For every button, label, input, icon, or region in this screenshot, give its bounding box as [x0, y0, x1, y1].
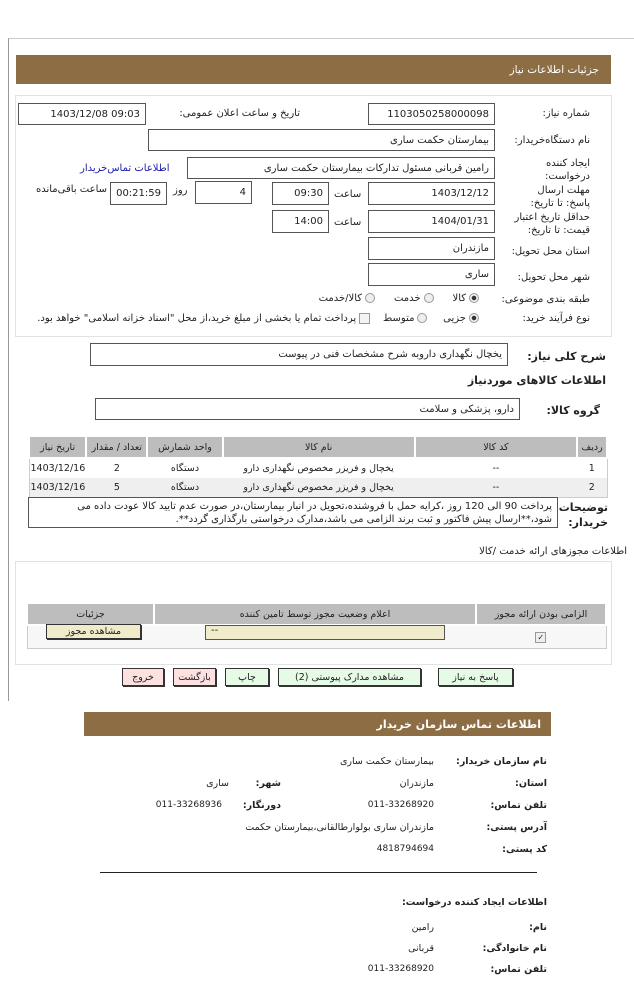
payment-note: پرداخت تمام یا بخشی از مبلغ خرید،از محل "اسناد خزانه اسلامی" خواهد بود.: [37, 313, 357, 324]
contact-title: اطلاعات تماس سازمان خریدار: [376, 717, 541, 731]
col-status: اعلام وضعیت مجوز توسط تامین کننده: [154, 603, 476, 625]
creator-field: رامین قربانی مسئول تدارکات بیمارستان حکمت ساری: [187, 157, 495, 179]
process-label: نوع فرآیند خرید:: [522, 313, 590, 324]
treasury-payment-checkbox[interactable]: [359, 313, 370, 324]
goods-title: اطلاعات کالاهای موردنیاز: [467, 374, 606, 387]
need-number-field: 1103050258000098: [368, 103, 495, 125]
view-license-button[interactable]: مشاهده مجوز: [46, 624, 141, 639]
table-row: [29, 458, 607, 478]
fax-label: دورنگار:: [242, 800, 281, 811]
col-row: ردیف: [577, 436, 607, 458]
remaining-label: ساعت باقی‌مانده: [35, 184, 107, 195]
contact-province-value: مازندران: [399, 778, 434, 789]
phone-label: تلفن تماس:: [490, 800, 547, 811]
phone-value: 011-33268920: [367, 800, 434, 810]
remaining-time-field: 00:21:59: [110, 182, 167, 205]
goods-group-label: گروه کالا:: [546, 404, 600, 417]
validity-label: حداقل تاریخ اعتبار قیمت: تا تاریخ:: [514, 212, 590, 236]
announce-field: 1403/12/08 09:03: [18, 103, 146, 125]
buyer-contact-link[interactable]: اطلاعات تماس‌خریدار: [80, 163, 170, 174]
category-label: طبقه بندی موضوعی:: [501, 294, 590, 305]
radio-icon[interactable]: [424, 293, 434, 303]
need-number-label: شماره نیاز:: [542, 108, 590, 119]
days-label: روز: [173, 185, 188, 196]
col-details: جزئیات: [27, 603, 154, 625]
days-field: 4: [195, 181, 252, 204]
org-label: نام سازمان خریدار:: [456, 756, 547, 767]
province-label: استان محل تحویل:: [511, 246, 590, 257]
process-radio-group: [18, 312, 482, 325]
process-radio-minor[interactable]: جزیی: [443, 313, 482, 324]
cell-qty: 2: [113, 463, 120, 474]
creator-phone-label: تلفن تماس:: [490, 964, 547, 975]
validity-date-field: 1404/01/31: [368, 210, 495, 233]
exit-button[interactable]: خروج: [122, 668, 164, 686]
table-row: [29, 478, 607, 498]
view-attachments-button[interactable]: مشاهده مدارک پیوستی (2): [278, 668, 421, 686]
description-field: یخچال نگهداری داروبه شرح مشخصات فنی در پیوست: [90, 343, 508, 366]
notes-field: پرداخت 90 الی 120 روز ،کرایه حمل با فروشنده،تحویل در انبار بیمارستان،در صورت عدم تایید کالا عودت داده می شود،**ارسال پیش فاکتور و ثبت برند الزامی می باشد،مدارک درخواستی بارگذاری گردد**.: [28, 497, 558, 528]
license-title: اطلاعات مجوزهای ارائه خدمت /کالا: [479, 546, 627, 557]
description-label: شرح کلی نیاز:: [527, 350, 606, 363]
radio-icon[interactable]: [365, 293, 375, 303]
creator-name-value: رامین: [411, 922, 434, 933]
buyer-field: بیمارستان حکمت ساری: [148, 129, 495, 151]
address-label: آدرس پستی:: [486, 822, 547, 833]
cell-unit: دستگاه: [170, 463, 200, 474]
creator-info-title: اطلاعات ایجاد کننده درخواست:: [401, 897, 547, 908]
deadline-date-field: 1403/12/12: [368, 182, 495, 205]
cell-qty: 5: [113, 482, 120, 493]
page-header: [16, 55, 611, 84]
cell-unit: دستگاه: [170, 482, 200, 493]
goods-group-field: دارو، پزشکی و سلامت: [95, 398, 520, 420]
back-button[interactable]: بازگشت: [173, 668, 216, 686]
cell-code: --: [492, 482, 500, 493]
address-value: مازندران ساری بولوارطالقانی،بیمارستان حکمت: [245, 822, 434, 833]
cell-date: 1403/12/16: [30, 482, 86, 493]
province-field: مازندران: [368, 237, 495, 260]
deadline-time-label: ساعت: [334, 189, 362, 200]
radio-icon[interactable]: [469, 313, 479, 323]
license-status-field: --: [205, 625, 445, 640]
col-required: الزامی بودن ارائه مجوز: [476, 603, 606, 625]
col-qty: تعداد / مقدار: [86, 436, 147, 458]
category-radio-goods[interactable]: کالا: [452, 293, 482, 304]
goods-table-header: [29, 436, 607, 458]
city-field: ساری: [368, 263, 495, 286]
goods-table: [28, 435, 608, 498]
col-name: نام کالا: [223, 436, 415, 458]
contact-city-label: شهر:: [255, 778, 281, 789]
print-button[interactable]: چاپ: [225, 668, 269, 686]
col-code: کد کالا: [415, 436, 577, 458]
category-radio-service[interactable]: خدمت: [394, 293, 437, 304]
postal-value: 4818794694: [376, 844, 434, 854]
contact-city-value: ساری: [206, 778, 229, 789]
contact-province-label: استان:: [515, 778, 547, 789]
cell-row: 2: [588, 482, 595, 493]
process-radio-medium[interactable]: متوسط: [383, 313, 430, 324]
creator-name-label: نام:: [529, 922, 547, 933]
cell-name: یخچال و فریزر مخصوص نگهداری دارو: [243, 463, 394, 474]
validity-time-label: ساعت: [334, 217, 362, 228]
deadline-time-field: 09:30: [272, 182, 329, 205]
radio-icon[interactable]: [469, 293, 479, 303]
deadline-label: مهلت ارسال پاسخ: تا تاریخ:: [530, 185, 590, 209]
announce-label: تاریخ و ساعت اعلان عمومی:: [179, 108, 300, 119]
contact-divider: [100, 872, 537, 873]
postal-label: کد پستی:: [502, 844, 547, 855]
creator-family-label: نام خانوادگی:: [482, 943, 547, 954]
org-value: بیمارستان حکمت ساری: [339, 756, 434, 767]
col-date: تاریخ نیاز: [29, 436, 86, 458]
city-label: شهر محل تحویل:: [517, 272, 590, 283]
contact-header: [84, 712, 551, 736]
notes-label: توضیحات خریدار:: [558, 501, 608, 529]
category-radio-both[interactable]: کالا/خدمت: [319, 293, 379, 304]
page-title: جزئیات اطلاعات نیاز: [509, 63, 599, 76]
creator-family-value: قربانی: [408, 943, 434, 954]
cell-date: 1403/12/16: [30, 463, 86, 474]
cell-code: --: [492, 463, 500, 474]
cell-row: 1: [588, 463, 595, 474]
category-radio-group: [319, 293, 482, 304]
license-table-header: [27, 603, 606, 625]
creator-label: ایجاد کننده درخواست:: [545, 158, 590, 182]
reply-button[interactable]: پاسخ به نیاز: [438, 668, 513, 686]
cell-name: یخچال و فریزر مخصوص نگهداری دارو: [243, 482, 394, 493]
license-required-checkbox[interactable]: ✓: [535, 632, 546, 643]
radio-icon[interactable]: [417, 313, 427, 323]
fax-value: 011-33268936: [155, 800, 222, 810]
creator-phone-value: 011-33268920: [367, 964, 434, 974]
buyer-label: نام دستگاه‌خریدار:: [514, 135, 590, 146]
col-unit: واحد شمارش: [147, 436, 222, 458]
validity-time-field: 14:00: [272, 210, 329, 233]
